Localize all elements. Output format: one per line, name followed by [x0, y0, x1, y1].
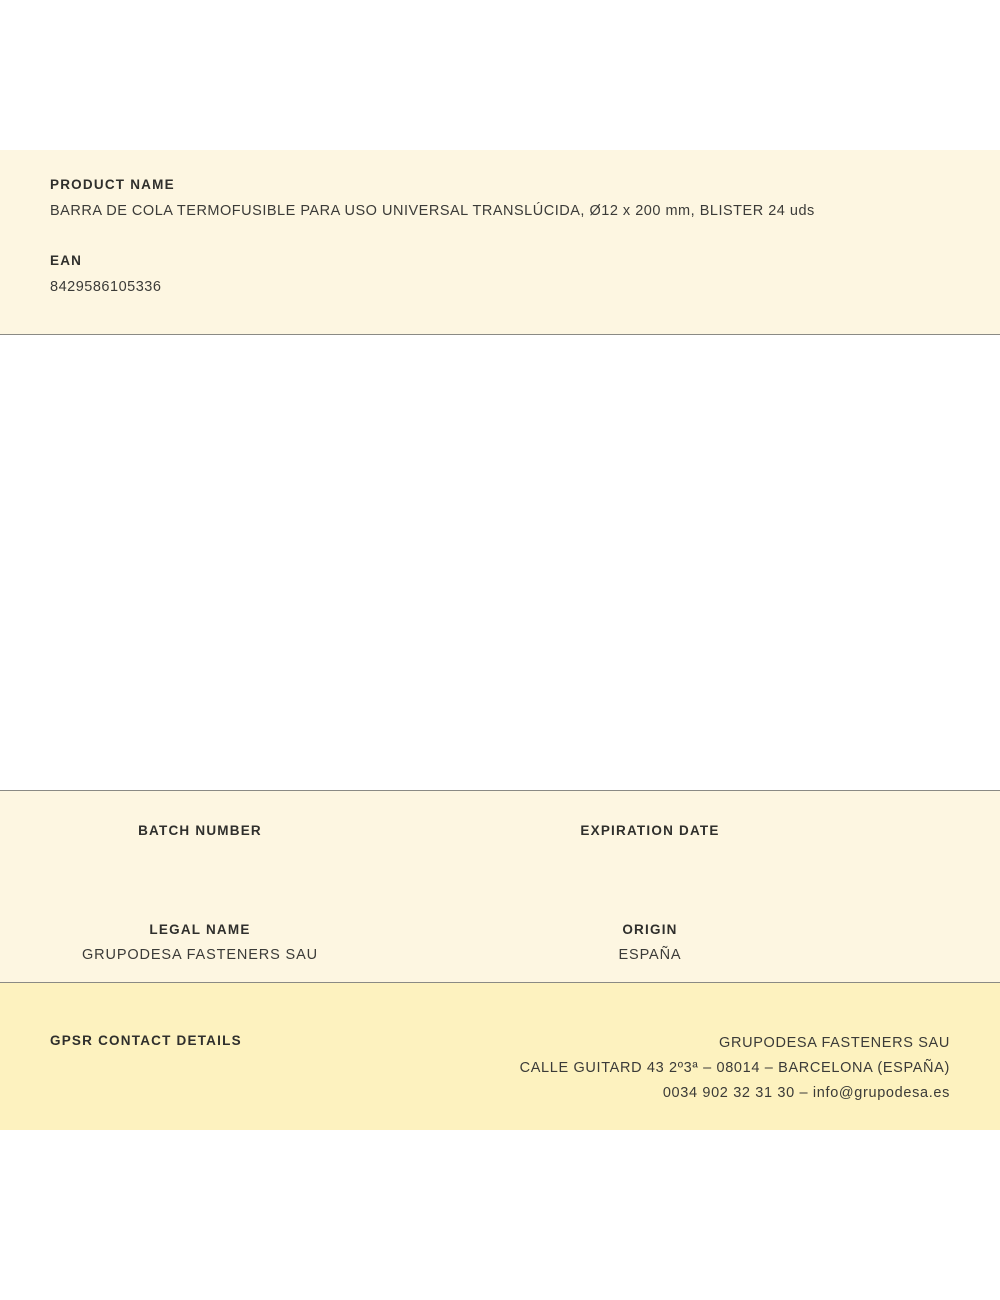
product-name-label: PRODUCT NAME — [50, 177, 175, 192]
legal-name-value: GRUPODESA FASTENERS SAU — [82, 947, 318, 963]
gpsr-company-name: GRUPODESA FASTENERS SAU — [719, 1035, 950, 1051]
gpsr-address: CALLE GUITARD 43 2º3ª – 08014 – BARCELONA (ESPAÑA) — [519, 1059, 950, 1076]
origin-label: ORIGIN — [622, 922, 678, 937]
gpsr-contact-details — [520, 1031, 950, 1106]
product-info-section — [0, 150, 1000, 335]
gpsr-contact-section — [0, 983, 1000, 1130]
legal-name-label: LEGAL NAME — [149, 922, 251, 937]
expiration-date-value — [500, 848, 800, 866]
bottom-blank-area — [0, 1130, 1000, 1300]
gpsr-phone-email: 0034 902 32 31 30 – info@grupodesa.es — [662, 1084, 950, 1101]
batch-row-bottom — [0, 866, 1000, 965]
origin-cell — [500, 922, 1000, 965]
batch-info-section — [0, 790, 1000, 983]
section-spacer — [50, 219, 950, 253]
legal-name-cell — [0, 922, 500, 965]
origin-value: ESPAÑA — [618, 947, 682, 963]
batch-number-value — [0, 848, 400, 866]
gpsr-contact-label: GPSR CONTACT DETAILS — [50, 1033, 242, 1048]
expiration-date-cell — [500, 823, 1000, 866]
batch-row-top — [0, 791, 1000, 866]
ean-label: EAN — [50, 253, 83, 268]
product-name-value: BARRA DE COLA TERMOFUSIBLE PARA USO UNIVERSAL TRANSLÚCIDA, Ø12 x 200 mm, BLISTER 24 uds — [50, 203, 815, 219]
gpsr-contact-row — [50, 1031, 950, 1106]
ean-value: 8429586105336 — [50, 279, 162, 295]
blank-content-area — [0, 335, 1000, 790]
batch-number-label: BATCH NUMBER — [138, 823, 262, 838]
expiration-date-label: EXPIRATION DATE — [580, 823, 720, 838]
batch-number-cell — [0, 823, 500, 866]
